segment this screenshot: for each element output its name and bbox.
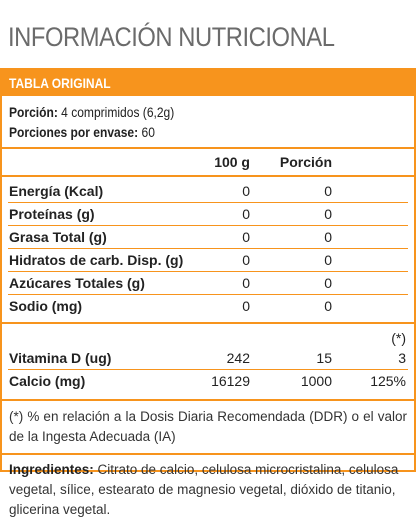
- nutrient-row: [2, 227, 414, 247]
- value-100g: 0: [242, 206, 250, 222]
- value-100g: 0: [242, 183, 250, 199]
- value-ddr: 3: [398, 350, 406, 366]
- table-header-label: TABLA ORIGINAL: [9, 75, 111, 91]
- nutrient-name: Azúcares Totales (g): [9, 275, 145, 291]
- table-header: [2, 70, 414, 96]
- servings-value: 60: [141, 124, 155, 140]
- column-header-row: [2, 152, 414, 172]
- value-100g: 16129: [211, 373, 250, 389]
- value-100g: 0: [242, 252, 250, 268]
- value-100g: 0: [242, 298, 250, 314]
- servings-row: [2, 122, 414, 142]
- nutrient-name: Calcio (mg): [9, 373, 86, 389]
- vitamin-row: [2, 371, 414, 391]
- row-divider: [8, 294, 408, 295]
- row-divider: [8, 202, 408, 203]
- nutrient-name: Grasa Total (g): [9, 229, 107, 245]
- nutrient-row: [2, 181, 414, 201]
- value-100g: 0: [242, 275, 250, 291]
- vitamin-row: [2, 348, 414, 368]
- value-portion: 1000: [300, 373, 332, 389]
- page-title: INFORMACIÓN NUTRICIONAL: [8, 22, 335, 52]
- nutrient-name: Proteínas (g): [9, 206, 95, 222]
- divider: [2, 322, 414, 324]
- divider: [2, 147, 414, 149]
- portion-row: [2, 102, 414, 122]
- divider: [2, 175, 414, 177]
- nutrient-row: [2, 273, 414, 293]
- value-portion: 0: [324, 275, 332, 291]
- value-portion: 0: [324, 183, 332, 199]
- ingredients-label: Ingredientes:: [9, 462, 94, 477]
- portion-label: Porción:: [9, 104, 58, 120]
- nutrient-row: [2, 296, 414, 316]
- nutrient-name: Energía (Kcal): [9, 183, 104, 199]
- portion-value: 4 comprimidos (6,2g): [61, 104, 175, 120]
- value-portion: 0: [324, 229, 332, 245]
- nutrition-table: [0, 68, 416, 517]
- value-ddr: 125%: [370, 373, 406, 389]
- row-divider: [8, 369, 408, 370]
- row-divider: [8, 225, 408, 226]
- value-portion: 0: [324, 252, 332, 268]
- ddr-header: (*): [391, 330, 406, 346]
- value-100g: 242: [226, 350, 250, 366]
- row-divider: [8, 271, 408, 272]
- col-header-portion: Porción: [279, 154, 332, 170]
- row-divider: [8, 248, 408, 249]
- servings-label: Porciones por envase:: [9, 124, 139, 140]
- value-100g: 0: [242, 229, 250, 245]
- ddr-header-row: [2, 328, 414, 348]
- value-portion: 15: [316, 350, 332, 366]
- nutrient-row: [2, 204, 414, 224]
- nutrient-row: [2, 250, 414, 270]
- footnote: (*) % en relación a la Dosis Diaria Recomendada (DDR) o el valor de la Ingesta Adecuada (IA): [9, 409, 407, 444]
- nutrient-name: Sodio (mg): [9, 298, 83, 314]
- nutrient-name: Vitamina D (ug): [9, 350, 112, 366]
- value-portion: 0: [324, 206, 332, 222]
- ingredients-text: Citrato de calcio, celulosa microcristalina, celulosa vegetal, sílice, estearato de magnesio vegetal, dióxido de titanio, glicerina vegetal.: [9, 462, 399, 517]
- value-portion: 0: [324, 298, 332, 314]
- nutrient-name: Hidratos de carb. Disp. (g): [9, 252, 184, 268]
- ingredients: [2, 455, 414, 520]
- col-header-100g: 100 g: [214, 154, 250, 170]
